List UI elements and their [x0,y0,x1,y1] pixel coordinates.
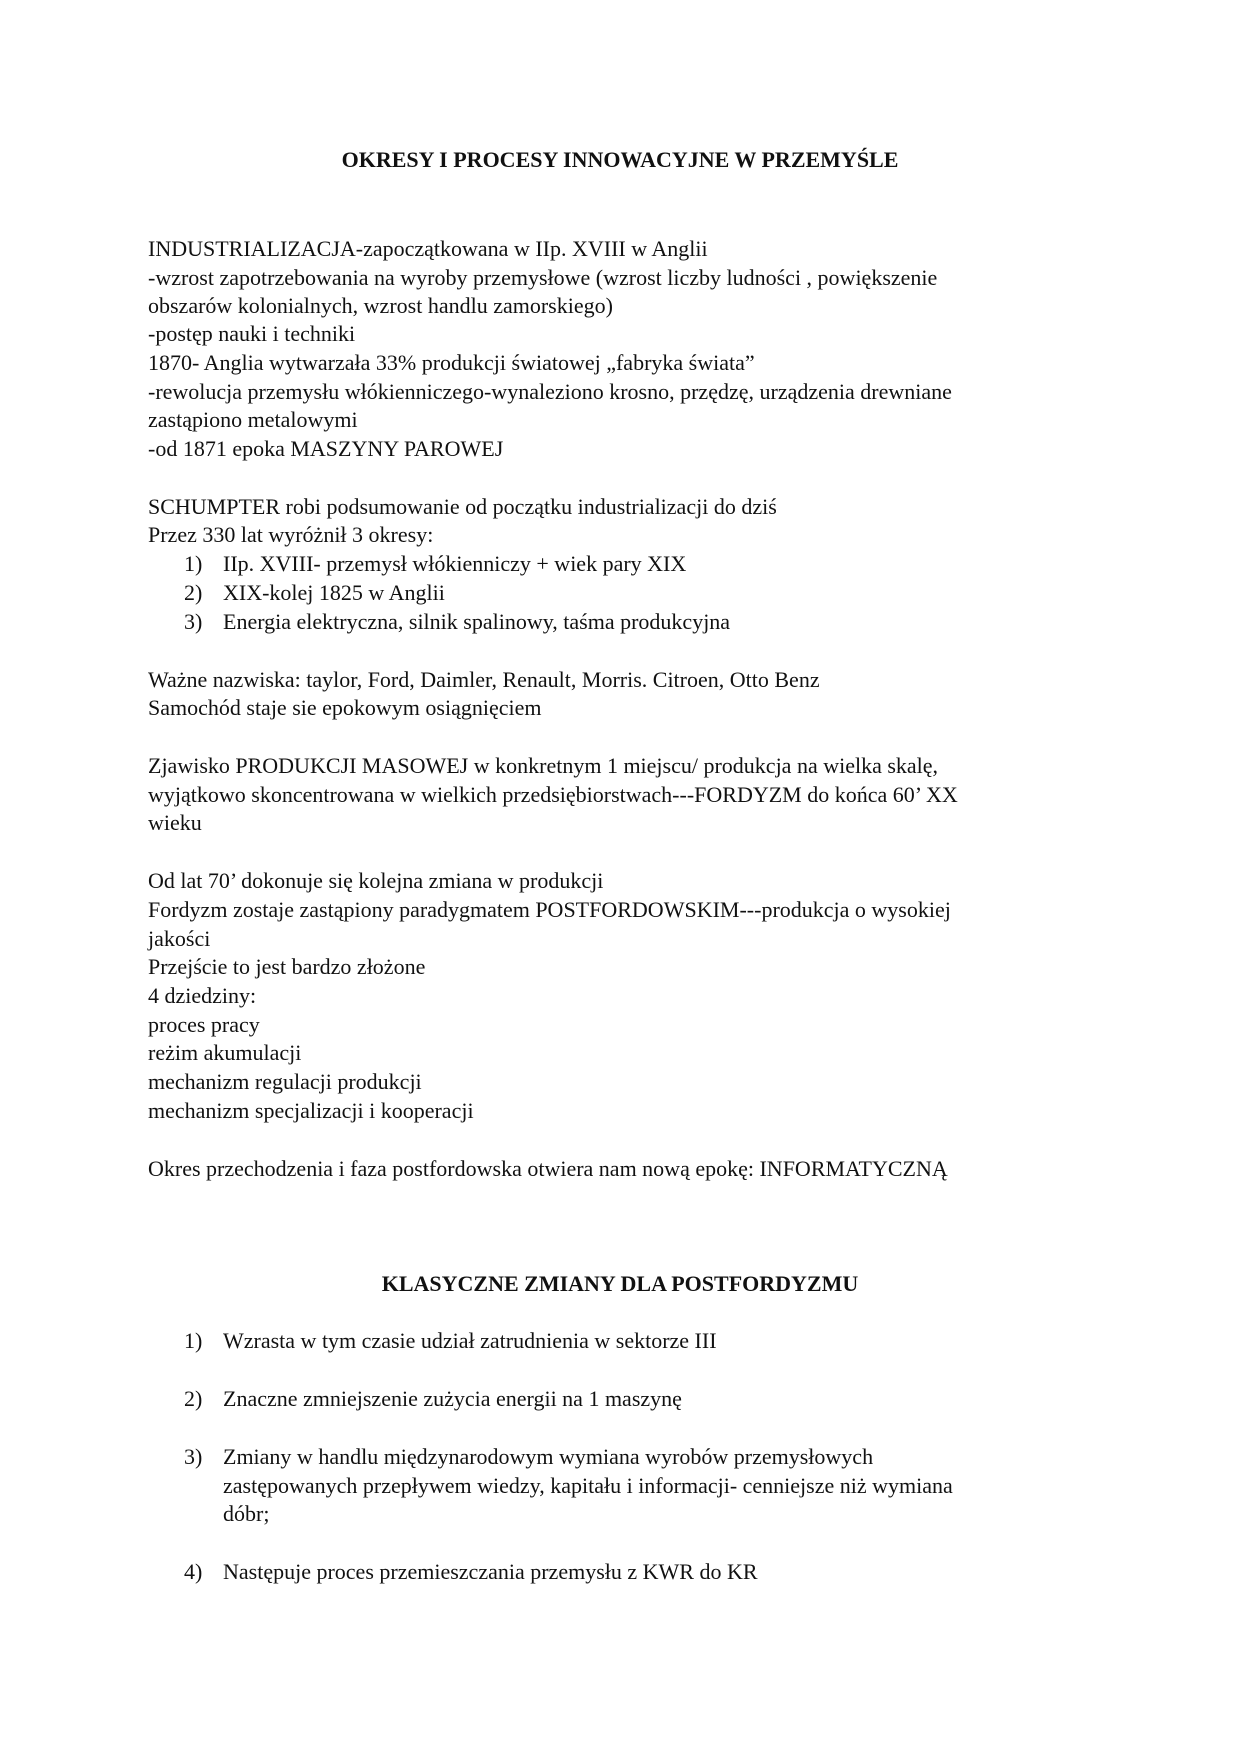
industrializacja-heading [148,234,708,263]
text-line: Od lat 70’ dokonuje się kolejna zmiana w produkcji [148,868,604,893]
text-line: wieku [148,810,202,835]
industrializacja-term: INDUSTRIALIZACJA [148,236,356,261]
text-line: Fordyzm zostaje zastąpiony paradygmatem POSTFORDOWSKIM---produkcja o wysokiej [148,897,951,922]
period-item: Energia elektryczna, silnik spalinowy, taśma produkcyjna [223,609,731,634]
text-line: -rewolucja przemysłu włókienniczego-wynaleziono krosno, przędzę, urządzenia drewniane [148,379,952,404]
period-item: XIX-kolej 1825 w Anglii [223,580,445,605]
text-line: Okres przechodzenia i faza postfordowska otwiera nam nową epokę: INFORMATYCZNĄ [148,1156,948,1181]
change-number: 4) [184,1559,203,1584]
page-title: OKRESY I PROCESY INNOWACYJNE W PRZEMYŚLE [341,147,899,172]
text-line: Samochód staje sie epokowym osiągnięciem [148,695,542,720]
change-item: Znaczne zmniejszenie zużycia energii na 1 maszynę [223,1386,682,1411]
text-line: -od 1871 epoka MASZYNY PAROWEJ [148,436,504,461]
text-line: -postęp nauki i techniki [148,321,356,346]
industrializacja-intro: -zapoczątkowana w IIp. XVIII w Anglii [355,236,708,261]
text-line: 4 dziedziny: [148,983,257,1008]
domain-item: mechanizm specjalizacji i kooperacji [148,1098,474,1123]
text-line: Przez 330 lat wyróżnił 3 okresy: [148,522,434,547]
period-number: 2) [184,580,203,605]
period-number: 3) [184,609,203,634]
change-number: 2) [184,1386,203,1411]
text-line: wyjątkowo skoncentrowana w wielkich przedsiębiorstwach---FORDYZM do końca 60’ XX [148,782,958,807]
text-line: jakości [148,926,211,951]
text-line: -wzrost zapotrzebowania na wyroby przemysłowe (wzrost liczby ludności , powiększenie [148,265,938,290]
text-line: Ważne nazwiska: taylor, Ford, Daimler, Renault, Morris. Citroen, Otto Benz [148,667,820,692]
text-line: Zjawisko PRODUKCJI MASOWEJ w konkretnym 1 miejscu/ produkcja na wielka skalę, [148,753,939,778]
text-line: SCHUMPTER robi podsumowanie od początku industrializacji do dziś [148,494,777,519]
period-item: IIp. XVIII- przemysł włókienniczy + wiek pary XIX [223,551,687,576]
text-line: obszarów kolonialnych, wzrost handlu zamorskiego) [148,293,613,318]
section-title: KLASYCZNE ZMIANY DLA POSTFORDYZMU [381,1271,859,1296]
change-item: zastępowanych przepływem wiedzy, kapitału i informacji- cenniejsze niż wymiana [223,1473,953,1498]
change-item: Zmiany w handlu międzynarodowym wymiana wyrobów przemysłowych [223,1444,874,1469]
period-number: 1) [184,551,203,576]
text-line: zastąpiono metalowymi [148,407,358,432]
domain-item: proces pracy [148,1012,260,1037]
change-item: Wzrasta w tym czasie udział zatrudnienia w sektorze III [223,1328,717,1353]
text-line: 1870- Anglia wytwarzała 33% produkcji światowej „fabryka świata” [148,350,755,375]
domain-item: reżim akumulacji [148,1040,302,1065]
change-number: 3) [184,1444,203,1469]
change-item: Następuje proces przemieszczania przemysłu z KWR do KR [223,1559,758,1584]
change-number: 1) [184,1328,203,1353]
change-item: dóbr; [223,1501,270,1526]
domain-item: mechanizm regulacji produkcji [148,1069,422,1094]
text-line: Przejście to jest bardzo złożone [148,954,426,979]
